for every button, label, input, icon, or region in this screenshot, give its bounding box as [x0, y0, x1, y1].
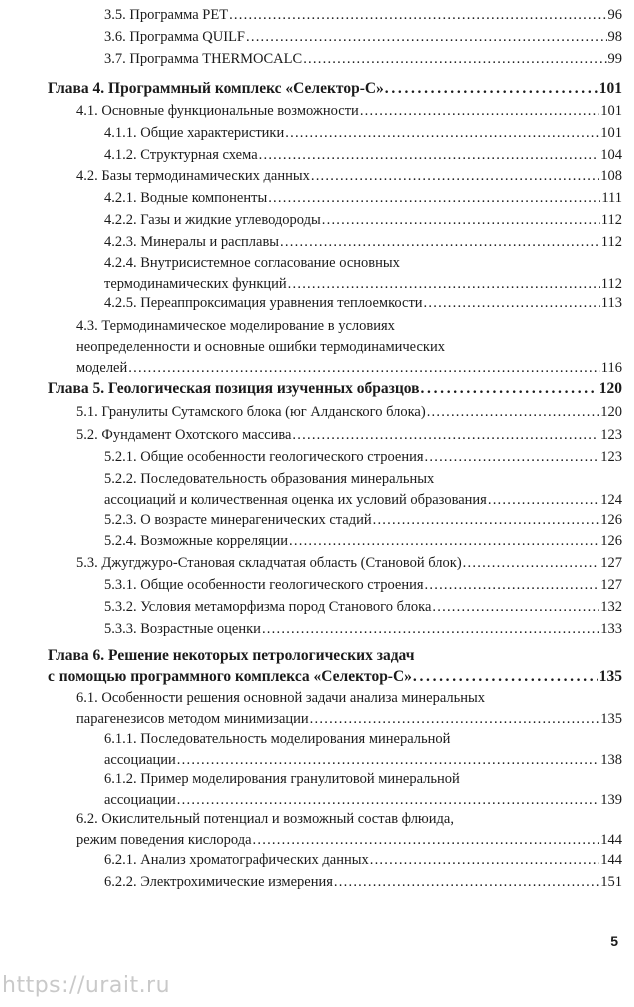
- toc-page-number: 135: [598, 668, 622, 685]
- toc-entry-title: ассоциации: [104, 752, 176, 768]
- toc-entry-title: термодинамических функций: [104, 276, 287, 292]
- dot-leader: [177, 750, 599, 771]
- dot-leader: [262, 619, 599, 640]
- toc-entry-title: парагенезисов методом минимизации: [76, 711, 309, 727]
- toc-entry-title: неопределенности и основные ошибки термодинамических: [76, 339, 445, 355]
- dot-leader: [285, 123, 599, 144]
- toc-page-number: 123: [600, 427, 622, 443]
- toc-entry-title: ассоциации: [104, 792, 176, 808]
- toc-entry-title: 6.1.2. Пример моделирования гранулитовой минеральной: [104, 771, 460, 787]
- toc-entry-row: [104, 5, 622, 26]
- toc-entry-title: Глава 5. Геологическая позиция изученных образцов: [48, 380, 420, 397]
- toc-page-number: 101: [600, 125, 622, 141]
- toc-entry-row: [104, 619, 622, 640]
- toc-entry-row: [76, 709, 622, 730]
- toc-page-number: 135: [600, 711, 622, 727]
- toc-entry-title: ассоциаций и количественная оценка их условий образования: [104, 492, 487, 508]
- toc-entry-row: [76, 101, 622, 122]
- toc-page-number: 96: [607, 7, 622, 23]
- toc-entry-row: [76, 166, 622, 187]
- dot-leader: [246, 27, 607, 48]
- dot-leader: [360, 101, 599, 122]
- toc-entry[interactable]: [104, 447, 622, 468]
- toc-page-number: 127: [600, 577, 622, 593]
- toc-entry[interactable]: [76, 166, 622, 187]
- toc-entry-title: 4.2.4. Внутрисистемное согласование основных: [104, 255, 400, 271]
- toc-page-number: 111: [601, 190, 622, 206]
- toc-entry-row: [104, 274, 622, 295]
- toc-entry-row: [76, 425, 622, 446]
- toc-entry-row: [76, 358, 622, 379]
- toc-entry[interactable]: [104, 49, 622, 70]
- dot-leader: [259, 145, 600, 166]
- toc-entry[interactable]: [76, 101, 622, 122]
- toc-entry-title: 3.5. Программа PET: [104, 7, 229, 23]
- toc-entry[interactable]: [104, 850, 622, 871]
- toc-entry[interactable]: [104, 575, 622, 596]
- dot-leader: [334, 872, 599, 893]
- toc-entry-row: [76, 553, 622, 574]
- dot-leader: [488, 490, 599, 511]
- dot-leader: [128, 358, 600, 379]
- toc-entry[interactable]: [104, 872, 622, 893]
- toc-entry-title: с помощью программного комплекса «Селектор-С»: [48, 668, 412, 685]
- toc-entry-title: 5.2. Фундамент Охотского массива: [76, 427, 292, 443]
- toc-page-number: 144: [600, 852, 622, 868]
- toc-page-number: 101: [598, 80, 622, 97]
- toc-entry-row: [48, 378, 622, 399]
- toc-entry[interactable]: [76, 425, 622, 446]
- toc-page-number: 104: [600, 147, 622, 163]
- dot-leader: [421, 378, 598, 399]
- toc-entry[interactable]: [76, 316, 622, 379]
- toc-entry[interactable]: [104, 531, 622, 552]
- dot-leader: [310, 709, 600, 730]
- toc-page-number: 113: [600, 295, 622, 311]
- dot-leader: [413, 666, 598, 687]
- toc-chapter[interactable]: [48, 78, 622, 99]
- toc-entry-title: 5.2.4. Возможные корреляции: [104, 533, 289, 549]
- toc-entry-row: [104, 27, 622, 48]
- toc-entry[interactable]: [104, 232, 622, 253]
- dot-leader: [292, 425, 599, 446]
- toc-page-number: 98: [607, 29, 622, 45]
- dot-leader: [432, 597, 599, 618]
- toc-entry-row: [104, 232, 622, 253]
- toc-entry[interactable]: [104, 293, 622, 314]
- toc-entry-row: [104, 188, 622, 209]
- toc-entry[interactable]: [104, 253, 622, 295]
- toc-entry-title: 4.2.3. Минералы и расплавы: [104, 234, 280, 250]
- dot-leader: [373, 510, 600, 531]
- toc-entry-title: 5.3.3. Возрастные оценки: [104, 621, 261, 637]
- toc-page-number: 112: [600, 212, 622, 228]
- toc-page-number: 144: [600, 832, 622, 848]
- toc-entry-row: [104, 490, 622, 511]
- toc-page-number: 108: [600, 168, 622, 184]
- toc-entry-title: 6.1. Особенности решения основной задачи анализа минеральных: [76, 690, 486, 706]
- toc-entry-row: [104, 145, 622, 166]
- toc-entry[interactable]: [104, 510, 622, 531]
- toc-entry-title: 4.2.5. Переаппроксимация уравнения теплоемкости: [104, 295, 423, 311]
- dot-leader: [463, 553, 600, 574]
- toc-entry-title: моделей: [76, 360, 128, 376]
- toc-page-number: 138: [600, 752, 622, 768]
- toc-entry[interactable]: [76, 809, 622, 851]
- toc-entry-row: [104, 575, 622, 596]
- toc-page-number: 133: [600, 621, 622, 637]
- toc-page-number: 123: [600, 449, 622, 465]
- dot-leader: [289, 531, 599, 552]
- dot-leader: [288, 274, 600, 295]
- toc-entry-row: [48, 666, 622, 687]
- toc-page-number: 101: [600, 103, 622, 119]
- toc-entry[interactable]: [104, 27, 622, 48]
- toc-entry-title: 4.1.2. Структурная схема: [104, 147, 258, 163]
- toc-entry[interactable]: [104, 619, 622, 640]
- dot-leader: [253, 830, 600, 851]
- toc-entry[interactable]: [104, 123, 622, 144]
- toc-chapter[interactable]: [48, 645, 622, 687]
- toc-entry-title: 5.3.1. Общие особенности геологического строения: [104, 577, 424, 593]
- toc-entry-title: режим поведения кислорода: [76, 832, 252, 848]
- toc-entry-title: 4.1. Основные функциональные возможности: [76, 103, 359, 119]
- toc-entry-row: [104, 750, 622, 771]
- toc-entry-row: [104, 790, 622, 811]
- toc-page-number: 139: [600, 792, 622, 808]
- dot-leader: [311, 166, 599, 187]
- dot-leader: [427, 402, 600, 423]
- toc-entry-title: 5.2.2. Последовательность образования минеральных: [104, 471, 435, 487]
- watermark-url: https://urait.ru: [2, 973, 171, 998]
- toc-entry-title: 6.1.1. Последовательность моделирования минеральной: [104, 731, 451, 747]
- toc-entry[interactable]: [104, 188, 622, 209]
- dot-leader: [385, 78, 598, 99]
- toc-page-number: 151: [600, 874, 622, 890]
- toc-entry-row: [104, 850, 622, 871]
- toc-entry-title: 4.2. Базы термодинамических данных: [76, 168, 310, 184]
- toc-page-number: 126: [600, 533, 622, 549]
- toc-entry-title: Глава 6. Решение некоторых петрологических задач: [48, 647, 415, 664]
- toc-entry[interactable]: [104, 145, 622, 166]
- toc-entry-row: [104, 872, 622, 893]
- toc-entry-title: 5.3. Джугджуро-Становая складчатая область (Становой блок): [76, 555, 462, 571]
- dot-leader: [370, 850, 600, 871]
- toc-entry-row: [104, 293, 622, 314]
- toc-page-number: 124: [600, 492, 622, 508]
- toc-entry-title: 3.7. Программа THERMOCALC: [104, 51, 303, 67]
- toc-entry-title: 6.2.2. Электрохимические измерения: [104, 874, 333, 890]
- dot-leader: [177, 790, 599, 811]
- dot-leader: [322, 210, 600, 231]
- toc-entry-row: [76, 402, 622, 423]
- toc-page-number: 120: [600, 404, 622, 420]
- page-number: 5: [610, 933, 618, 949]
- toc-entry[interactable]: [76, 553, 622, 574]
- toc-entry-title: 4.1.1. Общие характеристики: [104, 125, 285, 141]
- toc-entry-row: [104, 531, 622, 552]
- toc-entry-title: 4.2.2. Газы и жидкие углеводороды: [104, 212, 321, 228]
- toc-entry-row: [48, 78, 622, 99]
- toc-page-number: 126: [600, 512, 622, 528]
- toc-page-number: 127: [600, 555, 622, 571]
- toc-entry[interactable]: [104, 769, 622, 811]
- toc-entry-title: 4.3. Термодинамическое моделирование в условиях: [76, 318, 395, 334]
- toc-entry-title: 5.2.1. Общие особенности геологического строения: [104, 449, 424, 465]
- dot-leader: [424, 293, 600, 314]
- toc-entry-title: 5.2.3. О возрасте минерагенических стадий: [104, 512, 372, 528]
- dot-leader: [280, 232, 600, 253]
- toc-chapter[interactable]: [48, 378, 622, 399]
- toc-entry-row: [104, 123, 622, 144]
- toc-entry-title: 5.3.2. Условия метаморфизма пород Станового блока: [104, 599, 432, 615]
- toc-entry-row: [76, 830, 622, 851]
- toc-entry[interactable]: [104, 210, 622, 231]
- toc-entry-row: [104, 210, 622, 231]
- toc-entry[interactable]: [76, 688, 622, 730]
- toc-entry-title: 6.2. Окислительный потенциал и возможный состав флюида,: [76, 811, 454, 827]
- toc-entry-title: 5.1. Гранулиты Сутамского блока (юг Алданского блока): [76, 404, 426, 420]
- toc-entry-row: [104, 49, 622, 70]
- toc-page-number: 120: [598, 380, 622, 397]
- toc-page-number: 132: [600, 599, 622, 615]
- toc-entry-title: 4.2.1. Водные компоненты: [104, 190, 268, 206]
- toc-entry[interactable]: [104, 597, 622, 618]
- dot-leader: [425, 575, 600, 596]
- toc-entry[interactable]: [76, 402, 622, 423]
- toc-entry-row: [104, 597, 622, 618]
- toc-page-number: 112: [600, 234, 622, 250]
- toc-entry[interactable]: [104, 5, 622, 26]
- toc-entry-title: Глава 4. Программный комплекс «Селектор-С»: [48, 80, 384, 97]
- dot-leader: [425, 447, 600, 468]
- toc-entry-title: 6.2.1. Анализ хроматографических данных: [104, 852, 369, 868]
- toc-page-number: 116: [600, 360, 622, 376]
- toc-entry-row: [104, 510, 622, 531]
- toc-page-number: 99: [607, 51, 622, 67]
- toc-page-number: 112: [600, 276, 622, 292]
- toc-entry-row: [104, 447, 622, 468]
- toc-entry-title: 3.6. Программа QUILF: [104, 29, 245, 45]
- dot-leader: [229, 5, 606, 26]
- dot-leader: [303, 49, 606, 70]
- dot-leader: [268, 188, 600, 209]
- toc-entry[interactable]: [104, 729, 622, 771]
- toc-entry[interactable]: [104, 469, 622, 511]
